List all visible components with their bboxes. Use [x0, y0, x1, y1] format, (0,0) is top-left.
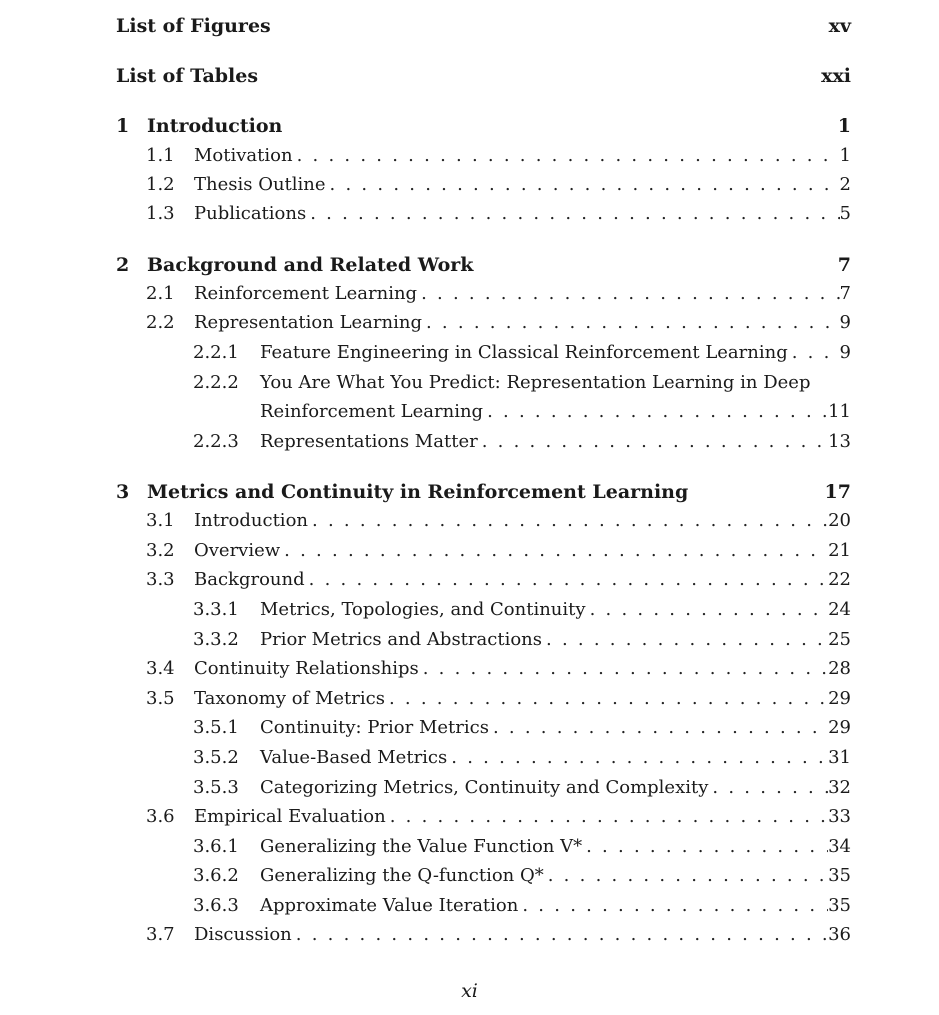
entry-page: 32: [828, 777, 851, 798]
entry-page: 36: [828, 924, 851, 945]
entry-number: 2: [116, 254, 130, 276]
entry-title: Continuity: Prior Metrics: [260, 717, 489, 738]
entry-number: 3.5.2: [193, 747, 239, 768]
entry-page: 22: [828, 569, 851, 590]
entry-title: Discussion: [194, 924, 292, 945]
dot-leader: [386, 803, 828, 831]
toc-subsection-2-2-2-continued[interactable]: [260, 398, 851, 426]
entry-page: 1: [839, 145, 851, 166]
toc-subsection-2-2-1[interactable]: [193, 339, 851, 367]
entry-page: 31: [828, 747, 851, 768]
dot-leader: [326, 171, 840, 199]
entry-number: 2.2.2: [193, 372, 239, 393]
entry-page: 1: [837, 115, 851, 137]
dot-leader: [708, 774, 828, 802]
entry-title: Categorizing Metrics, Continuity and Complexity: [260, 777, 709, 798]
dot-leader: [542, 626, 828, 654]
entry-number: 3.6.3: [193, 895, 239, 916]
entry-number: 3.7: [146, 924, 175, 945]
dot-leader: [788, 339, 840, 367]
entry-number: 3.3: [146, 569, 175, 590]
entry-title: Prior Metrics and Abstractions: [260, 629, 542, 650]
entry-page: 29: [828, 717, 851, 738]
entry-page: 9: [839, 342, 851, 363]
toc-subsection-3-6-1[interactable]: [193, 833, 851, 861]
entry-number: 3.1: [146, 510, 175, 531]
entry-title: Taxonomy of Metrics: [194, 688, 385, 709]
toc-section-2-1[interactable]: [146, 280, 851, 308]
toc-section-3-7[interactable]: [146, 921, 851, 949]
entry-title: Representations Matter: [260, 431, 478, 452]
toc-subsection-3-6-2[interactable]: [193, 862, 851, 890]
entry-number: 3.6: [146, 806, 175, 827]
entry-page: 29: [828, 688, 851, 709]
dot-leader: [544, 862, 828, 890]
entry-title: Publications: [194, 203, 307, 224]
page-number-footer: xi: [461, 980, 478, 1002]
dot-leader: [422, 309, 840, 337]
toc-section-3-5[interactable]: [146, 685, 851, 713]
entry-title: Generalizing the Value Function V*: [260, 836, 583, 857]
dot-leader: [586, 596, 829, 624]
dot-leader: [306, 200, 839, 228]
toc-subsection-3-3-2[interactable]: [193, 626, 851, 654]
toc-subsection-3-5-1[interactable]: [193, 714, 851, 742]
entry-title: List of Figures: [116, 15, 271, 37]
entry-page: 11: [828, 401, 851, 422]
entry-page: 35: [828, 895, 851, 916]
dot-leader: [518, 892, 828, 920]
toc-subsection-3-5-2[interactable]: [193, 744, 851, 772]
entry-title: Introduction: [194, 510, 308, 531]
entry-title: Approximate Value Iteration: [260, 895, 519, 916]
toc-subsection-3-5-3[interactable]: [193, 774, 851, 802]
dot-leader: [385, 685, 828, 713]
entry-title: Generalizing the Q-function Q*: [260, 865, 544, 886]
dot-leader: [308, 507, 828, 535]
entry-title: Metrics and Continuity in Reinforcement Learning: [147, 481, 689, 503]
entry-page: 24: [828, 599, 851, 620]
entry-number: 1.3: [146, 203, 175, 224]
entry-number: 3.3.2: [193, 629, 239, 650]
entry-page: 28: [828, 658, 851, 679]
toc-subsection-3-3-1[interactable]: [193, 596, 851, 624]
entry-title: Representation Learning: [194, 312, 422, 333]
entry-number: 1: [116, 115, 130, 137]
entry-page: 35: [828, 865, 851, 886]
entry-number: 1.2: [146, 174, 175, 195]
entry-title: Overview: [194, 540, 281, 561]
dot-leader: [489, 714, 828, 742]
entry-number: 3.4: [146, 658, 175, 679]
entry-title: You Are What You Predict: Representation Learning in Deep: [260, 372, 811, 393]
dot-leader: [419, 655, 828, 683]
entry-page: 17: [824, 481, 851, 503]
entry-page: 33: [828, 806, 851, 827]
entry-page: 13: [828, 431, 851, 452]
entry-number: 3.6.2: [193, 865, 239, 886]
toc-entry-list-of-figures[interactable]: [116, 12, 851, 40]
entry-title: Feature Engineering in Classical Reinforcement Learning: [260, 342, 788, 363]
entry-page: 7: [837, 254, 851, 276]
entry-page: 21: [828, 540, 851, 561]
toc-subsection-3-6-3[interactable]: [193, 892, 851, 920]
entry-title-continued: Reinforcement Learning: [260, 401, 484, 422]
toc-entry-list-of-tables[interactable]: [116, 62, 851, 90]
entry-title: Thesis Outline: [194, 174, 326, 195]
dot-leader: [280, 537, 828, 565]
toc-section-1-1[interactable]: [146, 142, 851, 170]
toc-section-3-4[interactable]: [146, 655, 851, 683]
entry-number: 2.2.1: [193, 342, 239, 363]
toc-subsection-2-2-3[interactable]: [193, 428, 851, 456]
entry-number: 3.5.1: [193, 717, 239, 738]
dot-leader: [447, 744, 828, 772]
toc-section-1-3[interactable]: [146, 200, 851, 228]
dot-leader: [417, 280, 839, 308]
dot-leader: [305, 566, 828, 594]
entry-page: 9: [839, 312, 851, 333]
entry-page: xv: [828, 15, 851, 37]
entry-title: Introduction: [147, 115, 283, 137]
entry-page: 34: [828, 836, 851, 857]
entry-page: xxi: [821, 65, 851, 87]
entry-number: 3: [116, 481, 130, 503]
dot-leader: [483, 398, 828, 426]
entry-number: 3.5.3: [193, 777, 239, 798]
entry-page: 25: [828, 629, 851, 650]
entry-page: 5: [839, 203, 851, 224]
entry-number: 2.2.3: [193, 431, 239, 452]
toc-chapter-2[interactable]: [116, 251, 851, 279]
toc-section-3-1[interactable]: [146, 507, 851, 535]
toc-section-3-6[interactable]: [146, 803, 851, 831]
toc-section-3-2[interactable]: [146, 537, 851, 565]
entry-title: Empirical Evaluation: [194, 806, 386, 827]
entry-page: 20: [828, 510, 851, 531]
entry-number: 3.6.1: [193, 836, 239, 857]
entry-title: Reinforcement Learning: [194, 283, 418, 304]
entry-title: Continuity Relationships: [194, 658, 419, 679]
dot-leader: [582, 833, 828, 861]
entry-number: 2.1: [146, 283, 175, 304]
entry-title: List of Tables: [116, 65, 259, 87]
entry-number: 3.5: [146, 688, 175, 709]
toc-section-2-2[interactable]: [146, 309, 851, 337]
entry-title: Motivation: [194, 145, 293, 166]
toc-chapter-1[interactable]: [116, 112, 851, 140]
entry-page: 7: [839, 283, 851, 304]
entry-title: Metrics, Topologies, and Continuity: [260, 599, 586, 620]
dot-leader: [478, 428, 828, 456]
entry-number: 3.3.1: [193, 599, 239, 620]
entry-title: Background and Related Work: [147, 254, 474, 276]
entry-title: Background: [194, 569, 305, 590]
entry-number: 3.2: [146, 540, 175, 561]
entry-page: 2: [839, 174, 851, 195]
toc-section-3-3[interactable]: [146, 566, 851, 594]
entry-number: 2.2: [146, 312, 175, 333]
dot-leader: [293, 142, 840, 170]
entry-title: Value-Based Metrics: [260, 747, 448, 768]
entry-number: 1.1: [146, 145, 175, 166]
toc-chapter-3[interactable]: [116, 478, 851, 506]
toc-section-1-2[interactable]: [146, 171, 851, 199]
toc-subsection-2-2-2[interactable]: [193, 369, 851, 397]
dot-leader: [292, 921, 828, 949]
